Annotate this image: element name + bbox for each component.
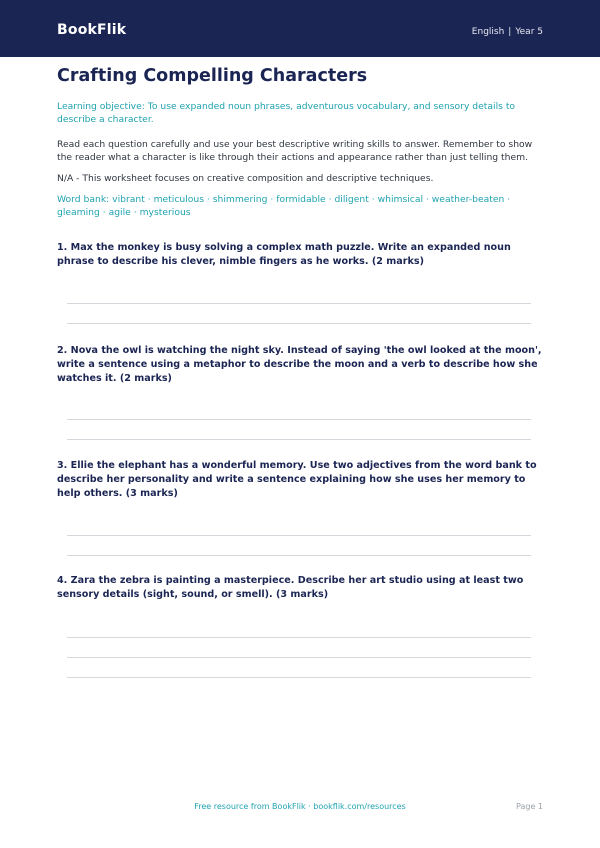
worksheet-intro bbox=[57, 65, 543, 219]
learning-objective: Learning objective: To use expanded noun phrases, adventurous vocabulary, and sensory details to describe a character. bbox=[57, 101, 516, 125]
meta-separator: | bbox=[508, 27, 512, 37]
question-text: 3. Ellie the elephant has a wonderful memory. Use two adjectives from the word bank to describe her personality and write a sentence explaining how she uses her memory to help others. (3 marks) bbox=[57, 460, 537, 499]
question-text: 4. Zara the zebra is painting a masterpiece. Describe her art studio using at least two sensory details (sight, sound, or smell). (3 marks) bbox=[57, 575, 524, 600]
answer-line[interactable] bbox=[67, 323, 531, 324]
question-2 bbox=[57, 344, 543, 386]
answer-line[interactable] bbox=[67, 637, 531, 638]
question-text: 1. Max the monkey is busy solving a complex math puzzle. Write an expanded noun phrase to describe his clever, nimble fingers as he works. (2 marks) bbox=[57, 242, 511, 267]
answer-line[interactable] bbox=[67, 555, 531, 556]
answer-line[interactable] bbox=[67, 677, 531, 678]
level-label: Year 5 bbox=[515, 27, 543, 37]
word-bank: Word bank: vibrant · meticulous · shimmering · formidable · diligent · whimsical · weather-beaten · gleaming · agile · mysterious bbox=[57, 194, 511, 218]
question-4 bbox=[57, 574, 543, 602]
answer-line[interactable] bbox=[67, 439, 531, 440]
worksheet-note: N/A - This worksheet focuses on creative composition and descriptive techniques. bbox=[57, 173, 434, 184]
subject-level bbox=[472, 27, 543, 37]
page-number: Page 1 bbox=[516, 802, 543, 811]
brand-logo-text[interactable]: BookFlik bbox=[57, 22, 127, 38]
answer-line[interactable] bbox=[67, 657, 531, 658]
question-1 bbox=[57, 241, 543, 269]
question-text: 2. Nova the owl is watching the night sky. Instead of saying 'the owl looked at the moon', write a sentence using a metaphor to describe the moon and a verb to describe how she watches it. (2 marks) bbox=[57, 345, 542, 384]
answer-line[interactable] bbox=[67, 303, 531, 304]
instructions-text: Read each question carefully and use your best descriptive writing skills to answer. Remember to show the reader what a character is like through their actions and appearance rather than just telling them. bbox=[57, 139, 533, 163]
answer-line[interactable] bbox=[67, 535, 531, 536]
page-header bbox=[0, 0, 600, 57]
question-3 bbox=[57, 459, 543, 501]
subject-label: English bbox=[471, 27, 505, 37]
answer-line[interactable] bbox=[67, 419, 531, 420]
page-title: Crafting Compelling Characters bbox=[57, 66, 368, 86]
footer-credit-link[interactable]: Free resource from BookFlik · bookflik.com/resources bbox=[194, 802, 406, 811]
